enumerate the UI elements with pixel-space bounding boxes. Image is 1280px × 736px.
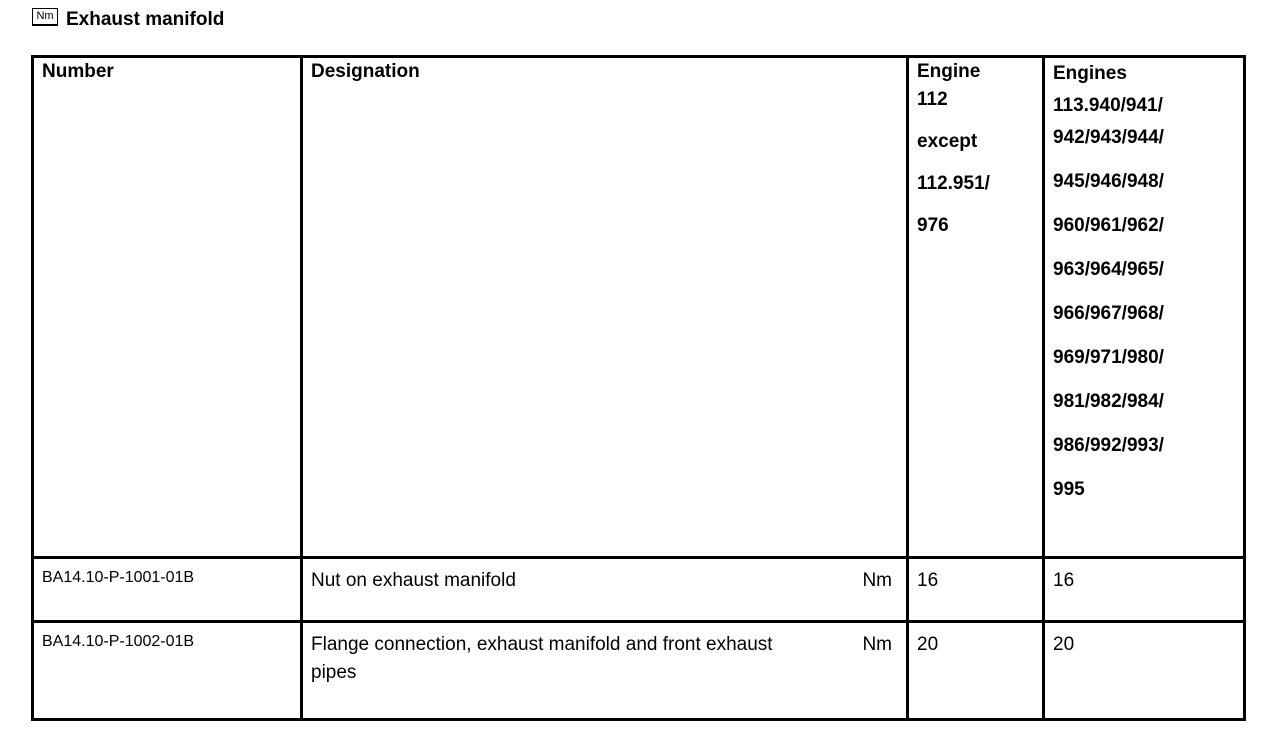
row-designation: Nut on exhaust manifold	[311, 570, 516, 591]
engines-113-line: 960/961/962/	[1053, 215, 1164, 236]
row-value-engine-112: 20	[908, 622, 1044, 720]
engines-113-line: 113.940/941/	[1053, 95, 1163, 116]
torque-nm-icon: Nm	[32, 8, 58, 26]
torque-spec-table	[31, 55, 1246, 721]
engines-113-line: 981/982/984/	[1053, 391, 1164, 412]
table-row	[33, 622, 1245, 720]
column-header-number: Number	[33, 57, 302, 558]
row-unit: Nm	[862, 570, 892, 591]
table-row	[33, 558, 1245, 622]
column-header-designation: Designation	[302, 57, 908, 558]
column-header-engine-112	[908, 57, 1044, 558]
engines-113-line: 966/967/968/	[1053, 303, 1164, 324]
table-header-row	[33, 57, 1245, 558]
engine-112-line: 112	[917, 89, 948, 110]
row-unit: Nm	[862, 634, 892, 655]
engines-113-line: 969/971/980/	[1053, 347, 1164, 368]
row-designation: Flange connection, exhaust manifold and front exhaust pipes	[311, 634, 773, 683]
engines-113-line: 963/964/965/	[1053, 259, 1164, 280]
column-header-engines-113	[1044, 57, 1245, 558]
engines-113-line: 945/946/948/	[1053, 171, 1164, 192]
engines-113-line: 995	[1053, 479, 1085, 500]
engine-112-line: 112.951/	[917, 173, 990, 194]
engines-113-line: 942/943/944/	[1053, 127, 1164, 148]
row-value-engines-113: 16	[1044, 558, 1245, 622]
row-value-engines-113: 20	[1044, 622, 1245, 720]
row-designation-cell	[302, 558, 908, 622]
document-header	[32, 8, 224, 32]
row-number: BA14.10-P-1002-01B	[33, 622, 302, 720]
row-number: BA14.10-P-1001-01B	[33, 558, 302, 622]
engine-112-line: Engine	[917, 61, 981, 82]
engine-112-line: 976	[917, 215, 949, 236]
page-title: Exhaust manifold	[66, 9, 225, 30]
engine-112-line: except	[917, 131, 978, 152]
engines-113-line: 986/992/993/	[1053, 435, 1164, 456]
engines-113-line: Engines	[1053, 63, 1127, 84]
row-value-engine-112: 16	[908, 558, 1044, 622]
row-designation-cell	[302, 622, 908, 720]
